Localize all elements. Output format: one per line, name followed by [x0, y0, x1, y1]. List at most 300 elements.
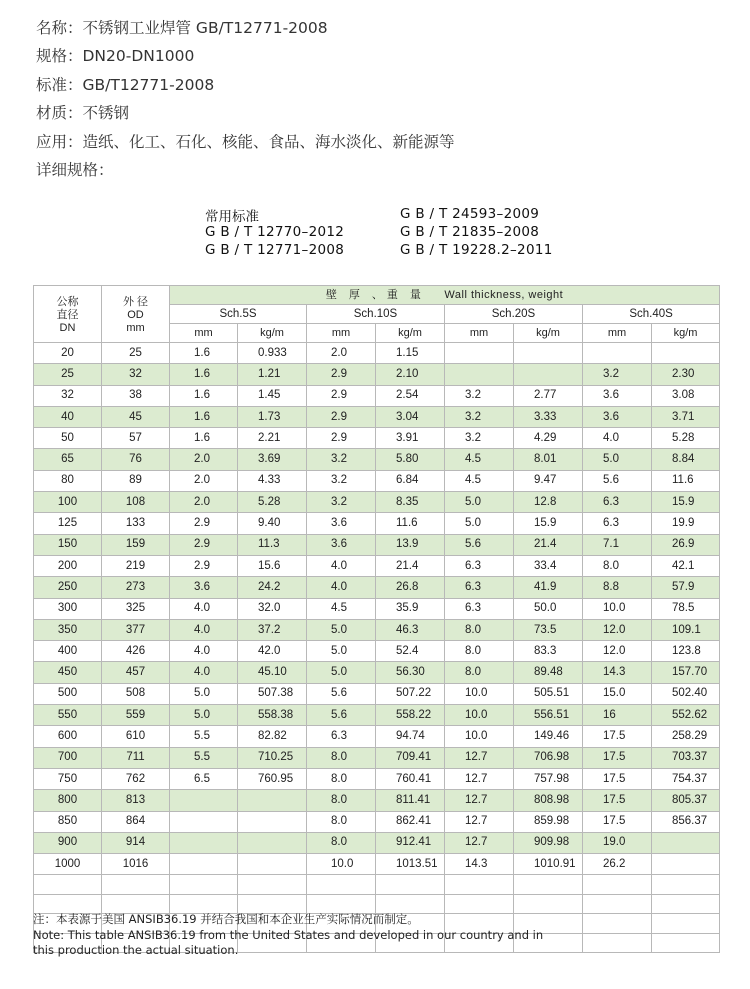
table-cell: 200: [34, 555, 102, 576]
table-cell: 2.9: [170, 555, 238, 576]
table-cell: 811.41: [376, 790, 445, 811]
table-cell: 12.7: [445, 790, 514, 811]
table-cell: 1013.51: [376, 854, 445, 875]
table-cell: 219: [102, 555, 170, 576]
table-cell: 1.6: [170, 428, 238, 449]
table-cell: 50: [34, 428, 102, 449]
table-cell: 4.5: [307, 598, 376, 619]
empty-cell: [652, 914, 720, 934]
product-standard: 标准：GB/T12771-2008: [36, 75, 215, 94]
table-row: [34, 832, 720, 853]
table-cell: 2.0: [170, 470, 238, 491]
table-cell: 14.3: [445, 854, 514, 875]
table-cell: 4.0: [307, 555, 376, 576]
table-cell: 3.2: [307, 449, 376, 470]
empty-cell: [652, 894, 720, 914]
table-cell: 8.0: [445, 662, 514, 683]
table-row: [34, 534, 720, 555]
empty-cell: [307, 875, 376, 895]
table-cell: 0.933: [238, 343, 307, 364]
table-cell: 559: [102, 705, 170, 726]
empty-cell: [583, 875, 652, 895]
table-row: [34, 577, 720, 598]
table-cell: 26.9: [652, 534, 720, 555]
table-cell: 15.0: [583, 683, 652, 704]
table-cell: 8.0: [307, 811, 376, 832]
table-cell: 502.40: [652, 683, 720, 704]
standards-left: [205, 223, 344, 259]
table-cell: 32.0: [238, 598, 307, 619]
table-cell: 15.9: [652, 492, 720, 513]
empty-cell: [238, 894, 307, 914]
table-cell: 2.0: [170, 449, 238, 470]
table-cell: 100: [34, 492, 102, 513]
table-cell: 12.0: [583, 641, 652, 662]
table-cell: 558.22: [376, 705, 445, 726]
table-cell: 5.0: [445, 492, 514, 513]
table-cell: 8.0: [307, 747, 376, 768]
table-cell: 250: [34, 577, 102, 598]
unit-header: kg/m: [376, 324, 445, 343]
empty-cell: [445, 894, 514, 914]
table-cell: [514, 343, 583, 364]
table-row: [34, 343, 720, 364]
table-row: [34, 470, 720, 491]
empty-cell: [34, 875, 102, 895]
table-cell: 457: [102, 662, 170, 683]
unit-header: mm: [583, 324, 652, 343]
product-application: 应用：造纸、化工、石化、核能、食品、海水淡化、新能源等: [36, 132, 455, 151]
table-cell: 21.4: [376, 555, 445, 576]
table-cell: 3.2: [307, 470, 376, 491]
table-cell: 6.3: [445, 577, 514, 598]
table-cell: 862.41: [376, 811, 445, 832]
table-cell: 1000: [34, 854, 102, 875]
table-cell: 8.0: [445, 619, 514, 640]
standard-item: G B / T 21835–2008: [400, 224, 540, 240]
header-sch5s: Sch.5S: [170, 305, 307, 324]
table-cell: 7.1: [583, 534, 652, 555]
table-cell: 5.0: [307, 662, 376, 683]
table-cell: 149.46: [514, 726, 583, 747]
table-cell: 859.98: [514, 811, 583, 832]
header-dn: 公称 直径 DN: [34, 286, 102, 343]
table-row: [34, 726, 720, 747]
table-cell: 850: [34, 811, 102, 832]
table-cell: 8.0: [445, 641, 514, 662]
table-row: [34, 747, 720, 768]
table-cell: 125: [34, 513, 102, 534]
table-cell: 3.71: [652, 406, 720, 427]
table-cell: 2.77: [514, 385, 583, 406]
table-row: [34, 492, 720, 513]
table-cell: 3.04: [376, 406, 445, 427]
table-cell: 6.3: [307, 726, 376, 747]
table-cell: 17.5: [583, 747, 652, 768]
table-cell: 41.9: [514, 577, 583, 598]
table-cell: 78.5: [652, 598, 720, 619]
table-cell: [583, 343, 652, 364]
table-cell: 76: [102, 449, 170, 470]
standard-item: G B / T 24593–2009: [400, 206, 540, 222]
standard-item: G B / T 12770–2012: [205, 224, 345, 240]
table-cell: 300: [34, 598, 102, 619]
empty-cell: [514, 894, 583, 914]
table-cell: 3.69: [238, 449, 307, 470]
table-cell: 109.1: [652, 619, 720, 640]
table-row: [34, 790, 720, 811]
table-cell: 1.21: [238, 364, 307, 385]
table-cell: 40: [34, 406, 102, 427]
empty-cell: [514, 875, 583, 895]
table-note: [33, 912, 543, 959]
table-cell: 813: [102, 790, 170, 811]
table-cell: 12.7: [445, 768, 514, 789]
table-cell: 25: [34, 364, 102, 385]
table-cell: 45: [102, 406, 170, 427]
table-cell: 1.6: [170, 385, 238, 406]
table-cell: 157.70: [652, 662, 720, 683]
table-cell: 2.9: [170, 513, 238, 534]
table-cell: 56.30: [376, 662, 445, 683]
table-cell: 73.5: [514, 619, 583, 640]
table-cell: 89.48: [514, 662, 583, 683]
table-cell: 21.4: [514, 534, 583, 555]
table-cell: 5.0: [170, 705, 238, 726]
table-cell: 8.35: [376, 492, 445, 513]
empty-cell: [102, 894, 170, 914]
standards-heading: 常用标准: [205, 209, 259, 225]
table-cell: 3.2: [445, 406, 514, 427]
table-cell: 24.2: [238, 577, 307, 598]
table-row: [34, 705, 720, 726]
table-cell: 12.8: [514, 492, 583, 513]
table-cell: 2.9: [170, 534, 238, 555]
table-cell: 5.6: [583, 470, 652, 491]
table-cell: 2.10: [376, 364, 445, 385]
table-cell: 6.3: [445, 598, 514, 619]
empty-cell: [583, 914, 652, 934]
table-cell: 450: [34, 662, 102, 683]
header-wall-thickness: 壁 厚 、 重 量 Wall thickness, weight: [170, 286, 720, 305]
table-cell: 83.3: [514, 641, 583, 662]
empty-cell: [170, 894, 238, 914]
table-cell: 1.6: [170, 406, 238, 427]
table-cell: 2.21: [238, 428, 307, 449]
table-cell: 10.0: [583, 598, 652, 619]
table-cell: [652, 832, 720, 853]
table-cell: [238, 832, 307, 853]
empty-cell: [652, 875, 720, 895]
table-row: [34, 641, 720, 662]
table-cell: 3.6: [583, 385, 652, 406]
table-cell: 762: [102, 768, 170, 789]
table-cell: 42.1: [652, 555, 720, 576]
table-cell: 3.2: [445, 385, 514, 406]
table-row: [34, 385, 720, 406]
table-cell: 5.28: [238, 492, 307, 513]
table-cell: 37.2: [238, 619, 307, 640]
table-cell: 558.38: [238, 705, 307, 726]
table-cell: 11.6: [652, 470, 720, 491]
table-cell: 52.4: [376, 641, 445, 662]
table-cell: 760.41: [376, 768, 445, 789]
table-cell: 10.0: [445, 683, 514, 704]
table-cell: 5.80: [376, 449, 445, 470]
table-row: [34, 768, 720, 789]
table-cell: 32: [34, 385, 102, 406]
product-spec: 规格：DN20-DN1000: [36, 47, 195, 66]
table-cell: 507.38: [238, 683, 307, 704]
table-row: [34, 662, 720, 683]
table-cell: 5.0: [445, 513, 514, 534]
table-cell: 8.0: [307, 790, 376, 811]
table-cell: 914: [102, 832, 170, 853]
table-cell: 2.9: [307, 428, 376, 449]
note-cn: 注：本表源于美国 ANSIB36.19 并结合我国和本企业生产实际情况而制定。: [33, 912, 419, 926]
table-cell: 4.5: [445, 449, 514, 470]
table-cell: 17.5: [583, 811, 652, 832]
table-cell: 150: [34, 534, 102, 555]
table-cell: 15.9: [514, 513, 583, 534]
table-cell: [238, 854, 307, 875]
table-cell: 5.6: [307, 705, 376, 726]
table-cell: 10.0: [445, 726, 514, 747]
empty-cell: [34, 894, 102, 914]
table-cell: 9.40: [238, 513, 307, 534]
empty-cell: [445, 875, 514, 895]
empty-row: [34, 894, 720, 914]
table-cell: [238, 790, 307, 811]
unit-header: mm: [445, 324, 514, 343]
empty-cell: [170, 875, 238, 895]
table-cell: 46.3: [376, 619, 445, 640]
table-cell: 8.8: [583, 577, 652, 598]
table-cell: 757.98: [514, 768, 583, 789]
table-cell: 6.5: [170, 768, 238, 789]
table-cell: 19.9: [652, 513, 720, 534]
empty-cell: [238, 875, 307, 895]
header-sch20s: Sch.20S: [445, 305, 583, 324]
table-cell: 26.8: [376, 577, 445, 598]
table-cell: 17.5: [583, 790, 652, 811]
table-cell: 706.98: [514, 747, 583, 768]
table-cell: 8.0: [583, 555, 652, 576]
table-cell: 108: [102, 492, 170, 513]
table-cell: 754.37: [652, 768, 720, 789]
table-cell: 3.2: [307, 492, 376, 513]
table-cell: 45.10: [238, 662, 307, 683]
table-cell: 350: [34, 619, 102, 640]
table-cell: 50.0: [514, 598, 583, 619]
table-cell: 760.95: [238, 768, 307, 789]
product-material: 材质：不锈钢: [36, 104, 130, 123]
table-cell: 12.7: [445, 811, 514, 832]
table-cell: 12.7: [445, 832, 514, 853]
table-cell: 273: [102, 577, 170, 598]
table-cell: 377: [102, 619, 170, 640]
table-cell: [652, 854, 720, 875]
table-cell: 6.3: [583, 492, 652, 513]
table-cell: 3.6: [583, 406, 652, 427]
table-cell: 5.0: [170, 683, 238, 704]
spec-table-body: [34, 343, 720, 953]
table-cell: 1016: [102, 854, 170, 875]
table-cell: 25: [102, 343, 170, 364]
table-cell: 12.0: [583, 619, 652, 640]
unit-header: kg/m: [652, 324, 720, 343]
table-cell: [238, 811, 307, 832]
table-cell: 3.08: [652, 385, 720, 406]
table-cell: 3.91: [376, 428, 445, 449]
table-cell: 556.51: [514, 705, 583, 726]
table-cell: 89: [102, 470, 170, 491]
standard-item: G B / T 12771–2008: [205, 242, 345, 258]
empty-cell: [376, 894, 445, 914]
header-od: 外 径 OD mm: [102, 286, 170, 343]
table-cell: 6.84: [376, 470, 445, 491]
table-cell: 133: [102, 513, 170, 534]
table-cell: 1.15: [376, 343, 445, 364]
table-cell: 4.0: [583, 428, 652, 449]
table-cell: 42.0: [238, 641, 307, 662]
table-cell: 3.2: [583, 364, 652, 385]
table-cell: 65: [34, 449, 102, 470]
table-cell: 550: [34, 705, 102, 726]
table-cell: 2.9: [307, 385, 376, 406]
empty-cell: [307, 894, 376, 914]
table-cell: 4.0: [307, 577, 376, 598]
table-cell: 4.0: [170, 662, 238, 683]
table-cell: 8.01: [514, 449, 583, 470]
table-cell: 552.62: [652, 705, 720, 726]
table-cell: 35.9: [376, 598, 445, 619]
table-cell: 26.2: [583, 854, 652, 875]
table-cell: 711: [102, 747, 170, 768]
table-cell: 325: [102, 598, 170, 619]
table-cell: 2.0: [307, 343, 376, 364]
table-cell: 10.0: [445, 705, 514, 726]
table-cell: 13.9: [376, 534, 445, 555]
table-cell: 12.7: [445, 747, 514, 768]
table-cell: [514, 364, 583, 385]
empty-cell: [376, 875, 445, 895]
table-cell: 864: [102, 811, 170, 832]
table-cell: 258.29: [652, 726, 720, 747]
table-cell: 80: [34, 470, 102, 491]
table-cell: [170, 790, 238, 811]
table-cell: 4.0: [170, 641, 238, 662]
table-cell: 4.29: [514, 428, 583, 449]
table-cell: 20: [34, 343, 102, 364]
table-cell: 5.6: [307, 683, 376, 704]
table-cell: 6.3: [583, 513, 652, 534]
table-cell: 710.25: [238, 747, 307, 768]
table-cell: 500: [34, 683, 102, 704]
table-cell: 700: [34, 747, 102, 768]
table-cell: 32: [102, 364, 170, 385]
table-cell: 57: [102, 428, 170, 449]
table-cell: 4.0: [170, 598, 238, 619]
table-cell: 808.98: [514, 790, 583, 811]
note-en-line2: this production the actual situation.: [33, 943, 239, 957]
table-cell: 10.0: [307, 854, 376, 875]
table-cell: 94.74: [376, 726, 445, 747]
table-cell: 9.47: [514, 470, 583, 491]
table-cell: 703.37: [652, 747, 720, 768]
table-cell: 16: [583, 705, 652, 726]
table-cell: 508: [102, 683, 170, 704]
table-cell: 909.98: [514, 832, 583, 853]
table-cell: 5.28: [652, 428, 720, 449]
unit-header: kg/m: [238, 324, 307, 343]
table-cell: 1.45: [238, 385, 307, 406]
table-cell: 5.0: [307, 641, 376, 662]
empty-row: [34, 875, 720, 895]
spec-table: [33, 285, 720, 953]
table-cell: [652, 343, 720, 364]
unit-header: mm: [307, 324, 376, 343]
table-cell: 1.6: [170, 364, 238, 385]
table-row: [34, 811, 720, 832]
table-cell: 5.5: [170, 747, 238, 768]
table-cell: 123.8: [652, 641, 720, 662]
table-cell: [170, 854, 238, 875]
table-cell: 17.5: [583, 726, 652, 747]
table-row: [34, 555, 720, 576]
table-cell: 1.6: [170, 343, 238, 364]
note-en-line1: Note: This table ANSIB36.19 from the United States and developed in our country and in: [33, 927, 544, 942]
table-cell: 57.9: [652, 577, 720, 598]
table-cell: 5.6: [445, 534, 514, 555]
table-cell: 1010.91: [514, 854, 583, 875]
table-cell: 505.51: [514, 683, 583, 704]
table-cell: 33.4: [514, 555, 583, 576]
table-cell: 507.22: [376, 683, 445, 704]
table-cell: 5.0: [583, 449, 652, 470]
table-cell: 8.0: [307, 832, 376, 853]
table-cell: 3.2: [445, 428, 514, 449]
empty-cell: [652, 933, 720, 953]
table-cell: 2.54: [376, 385, 445, 406]
header-sch10s: Sch.10S: [307, 305, 445, 324]
table-row: [34, 406, 720, 427]
product-name: 名称：不锈钢工业焊管 GB/T12771-2008: [36, 19, 328, 37]
product-info: [36, 14, 455, 184]
table-row: [34, 428, 720, 449]
empty-cell: [583, 933, 652, 953]
table-cell: 4.33: [238, 470, 307, 491]
table-cell: 5.0: [307, 619, 376, 640]
empty-cell: [583, 894, 652, 914]
table-row: [34, 598, 720, 619]
table-cell: 805.37: [652, 790, 720, 811]
table-cell: 11.3: [238, 534, 307, 555]
detail-spec-label: 详细规格：: [36, 160, 114, 179]
table-cell: 159: [102, 534, 170, 555]
table-cell: 400: [34, 641, 102, 662]
standards-right: [400, 205, 553, 259]
table-cell: 8.0: [307, 768, 376, 789]
table-cell: 5.5: [170, 726, 238, 747]
table-cell: [445, 343, 514, 364]
table-cell: 600: [34, 726, 102, 747]
table-row: [34, 364, 720, 385]
table-cell: [170, 811, 238, 832]
table-row: [34, 513, 720, 534]
table-cell: 856.37: [652, 811, 720, 832]
table-row: [34, 683, 720, 704]
